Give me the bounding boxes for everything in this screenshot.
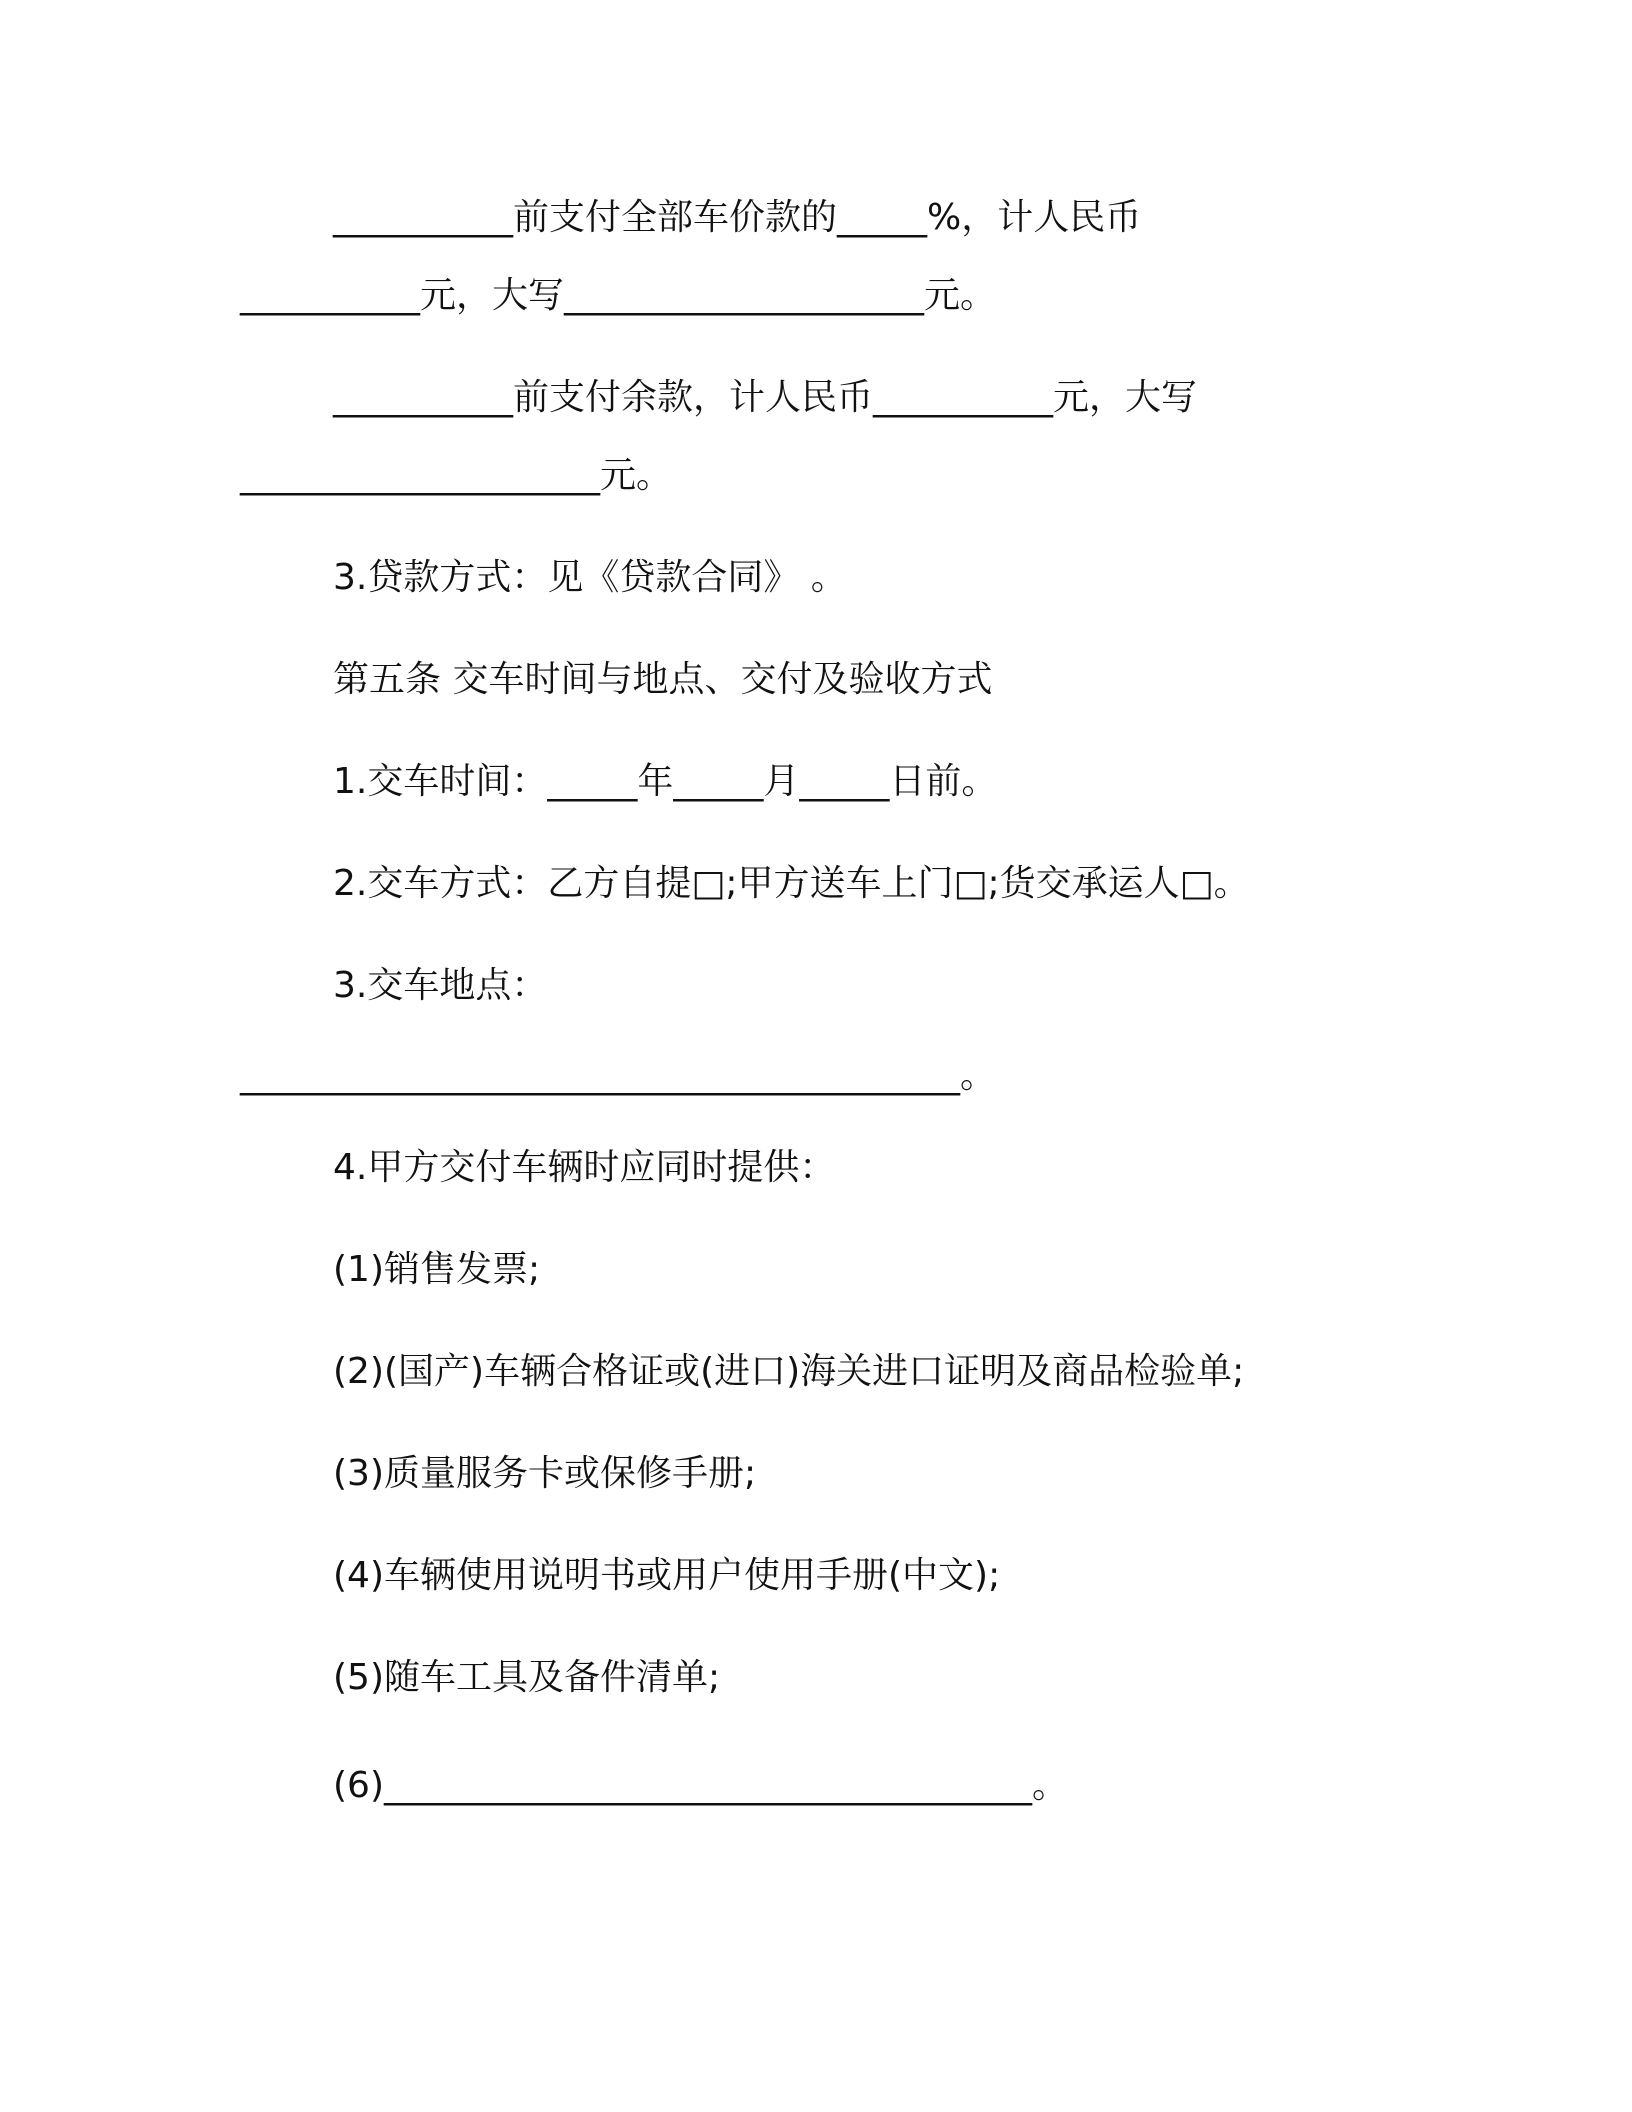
loan-method-line: 3.贷款方式：见《贷款合同》 。 <box>333 557 847 598</box>
payment-percentage-line: __________前支付全部车价款的_____%，计人民币 <box>333 197 1142 238</box>
documents-heading-line: 4.甲方交付车辆时应同时提供： <box>333 1147 836 1188</box>
balance-payment-line: __________前支付余款，计人民币__________元，大写 <box>333 377 1198 418</box>
delivery-location-blank: ________________________________________。 <box>240 1055 996 1096</box>
list-item: (3)质量服务卡或保修手册; <box>333 1453 757 1494</box>
delivery-location-label: 3.交车地点： <box>333 965 548 1006</box>
list-item: (4)车辆使用说明书或用户使用手册(中文); <box>333 1555 1001 1596</box>
payment-amount-line: __________元，大写____________________元。 <box>240 275 997 316</box>
list-item: (6)____________________________________。 <box>333 1765 1068 1806</box>
delivery-method-line: 2.交车方式：乙方自提□;甲方送车上门□;货交承运人□。 <box>333 863 1250 904</box>
delivery-time-line: 1.交车时间：_____年_____月_____日前。 <box>333 761 998 802</box>
list-item: (2)(国产)车辆合格证或(进口)海关进口证明及商品检验单; <box>333 1351 1245 1392</box>
list-item: (5)随车工具及备件清单; <box>333 1657 721 1698</box>
article-five-heading: 第五条 交车时间与地点、交付及验收方式 <box>333 659 993 700</box>
balance-amount-line: ____________________元。 <box>240 455 673 496</box>
list-item: (1)销售发票; <box>333 1249 541 1290</box>
